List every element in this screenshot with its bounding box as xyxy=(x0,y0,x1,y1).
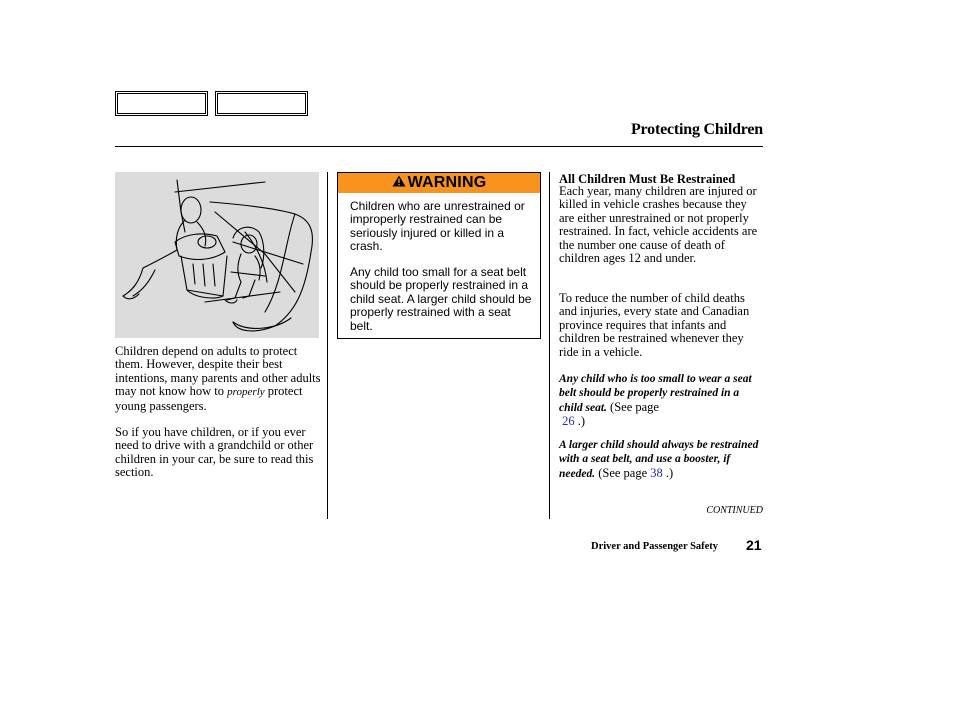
header-rule xyxy=(115,146,763,147)
warning-triangle-icon xyxy=(392,174,406,192)
page-link-38[interactable]: 38 xyxy=(650,465,663,480)
page-number: 21 xyxy=(746,537,762,553)
law-paragraph: To reduce the number of child deaths and injuries, every state and Canadian province requires that infants and children be restrained whenever they ride in a vehicle. xyxy=(559,291,750,359)
warning-header xyxy=(338,173,540,193)
page-link-26[interactable]: 26 xyxy=(562,414,575,429)
page-title: Protecting Children xyxy=(630,121,763,138)
child-seat-paragraph: Any child who is too small to wear a seat belt should be properly restrained in a child seat. (See page 26 .) xyxy=(559,373,752,429)
warning-text-2: Any child too small for a seat belt should be properly restrained in a child seat. A larger child should be properly restrained with a seat belt. xyxy=(350,265,532,333)
warning-label: WARNING xyxy=(407,174,487,191)
nav-button-index[interactable] xyxy=(215,91,308,116)
section-heading: All Children Must Be Restrained xyxy=(559,172,736,186)
column-divider-right xyxy=(549,172,550,519)
footer-section-name: Driver and Passenger Safety xyxy=(591,541,719,552)
nav-button-contents[interactable] xyxy=(115,91,208,116)
seat-belt-paragraph: A larger child should always be restrained with a seat belt, and use a booster, if needed. (See page 38 .) xyxy=(559,439,759,480)
intro-paragraph: Children depend on adults to protect them. However, despite their best intentions, many parents and other adults may not know how to properly protect young passengers. xyxy=(115,344,321,413)
child-seat-illustration xyxy=(115,172,319,338)
column-divider-left xyxy=(327,172,328,519)
continued-label: CONTINUED xyxy=(706,505,763,516)
statistics-paragraph: Each year, many children are injured or killed in vehicle crashes because they are either unrestrained or not properly restrained. In fact, vehicle accidents are the number one cause of death of children ages 12 and under. xyxy=(559,184,758,266)
warning-box xyxy=(337,172,541,339)
warning-text-1: Children who are unrestrained or improperly restrained can be seriously injured or killed in a crash. xyxy=(350,199,525,254)
emphasis-properly: properly xyxy=(227,386,265,399)
grandchild-paragraph: So if you have children, or if you ever need to drive with a grandchild or other children in your car, be sure to read this section. xyxy=(115,425,314,480)
